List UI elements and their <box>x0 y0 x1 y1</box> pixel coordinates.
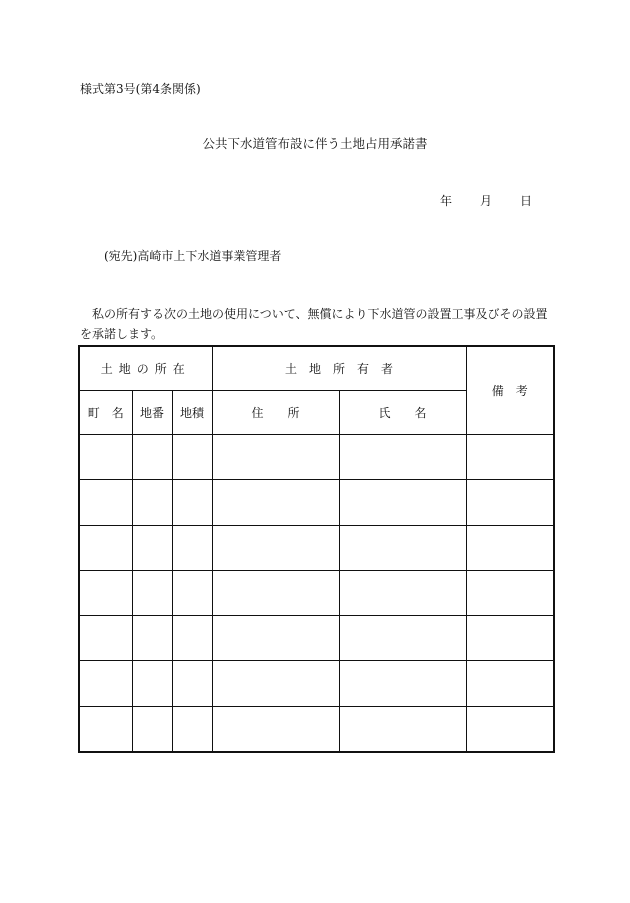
cell-owner-name[interactable] <box>339 435 466 480</box>
header-land-location: 土地の所在 <box>79 346 212 390</box>
form-number: 様式第3号(第4条関係) <box>80 82 201 96</box>
cell-remarks[interactable] <box>466 706 554 752</box>
cell-address[interactable] <box>212 435 339 480</box>
cell-remarks[interactable] <box>466 616 554 661</box>
cell-land-area[interactable] <box>172 525 212 570</box>
cell-remarks[interactable] <box>466 525 554 570</box>
date-month: 月 <box>480 194 493 208</box>
cell-town-name[interactable] <box>79 480 132 525</box>
cell-address[interactable] <box>212 570 339 615</box>
table-row <box>79 435 554 480</box>
header-land-owner: 土 地 所 有 者 <box>212 346 466 390</box>
cell-lot-number[interactable] <box>132 706 172 752</box>
cell-lot-number[interactable] <box>132 616 172 661</box>
cell-lot-number[interactable] <box>132 435 172 480</box>
header-owner-name: 氏 名 <box>339 390 466 434</box>
cell-remarks[interactable] <box>466 570 554 615</box>
table-header-row <box>79 346 554 390</box>
cell-land-area[interactable] <box>172 706 212 752</box>
cell-remarks[interactable] <box>466 480 554 525</box>
cell-address[interactable] <box>212 706 339 752</box>
header-lot-number: 地番 <box>132 390 172 434</box>
cell-owner-name[interactable] <box>339 661 466 706</box>
cell-lot-number[interactable] <box>132 661 172 706</box>
date-year: 年 <box>440 194 453 208</box>
cell-town-name[interactable] <box>79 661 132 706</box>
cell-town-name[interactable] <box>79 616 132 661</box>
cell-land-area[interactable] <box>172 616 212 661</box>
cell-town-name[interactable] <box>79 570 132 615</box>
date-day: 日 <box>520 194 533 208</box>
land-table <box>78 345 555 753</box>
body-text: 私の所有する次の土地の使用について、無償により下水道管の設置工事及びその設置を承諾します。 <box>80 307 548 341</box>
cell-town-name[interactable] <box>79 706 132 752</box>
table-row <box>79 570 554 615</box>
cell-town-name[interactable] <box>79 525 132 570</box>
cell-owner-name[interactable] <box>339 525 466 570</box>
cell-owner-name[interactable] <box>339 706 466 752</box>
cell-town-name[interactable] <box>79 435 132 480</box>
header-remarks: 備 考 <box>466 346 554 435</box>
table-row <box>79 661 554 706</box>
cell-land-area[interactable] <box>172 480 212 525</box>
header-land-area: 地積 <box>172 390 212 434</box>
addressee: (宛先)高崎市上下水道事業管理者 <box>104 249 282 263</box>
cell-land-area[interactable] <box>172 570 212 615</box>
cell-address[interactable] <box>212 525 339 570</box>
table-row <box>79 525 554 570</box>
cell-lot-number[interactable] <box>132 570 172 615</box>
cell-owner-name[interactable] <box>339 616 466 661</box>
cell-land-area[interactable] <box>172 435 212 480</box>
cell-lot-number[interactable] <box>132 525 172 570</box>
cell-lot-number[interactable] <box>132 480 172 525</box>
cell-address[interactable] <box>212 480 339 525</box>
cell-remarks[interactable] <box>466 661 554 706</box>
cell-owner-name[interactable] <box>339 480 466 525</box>
document-title: 公共下水道管布設に伴う土地占用承諾書 <box>202 136 428 151</box>
cell-address[interactable] <box>212 616 339 661</box>
header-address: 住 所 <box>212 390 339 434</box>
table-row <box>79 616 554 661</box>
cell-address[interactable] <box>212 661 339 706</box>
table-row <box>79 706 554 752</box>
cell-remarks[interactable] <box>466 435 554 480</box>
date-line <box>440 194 532 208</box>
cell-land-area[interactable] <box>172 661 212 706</box>
cell-owner-name[interactable] <box>339 570 466 615</box>
header-town-name: 町 名 <box>79 390 132 434</box>
table-row <box>79 480 554 525</box>
